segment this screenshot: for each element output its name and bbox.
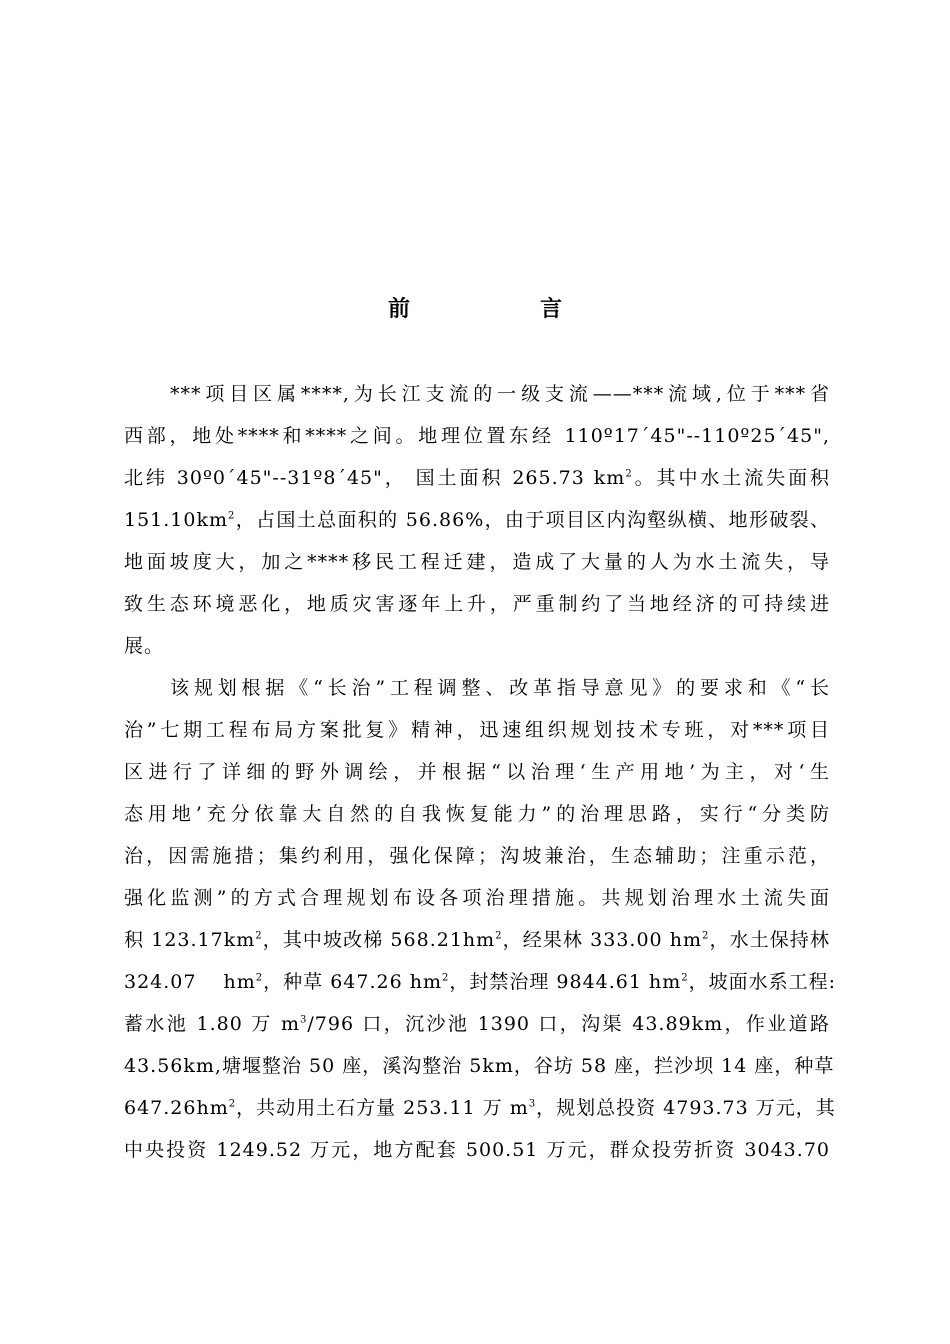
paragraph-2-line-6: 强化监测”的方式合理规划布设各项治理措施。共规划治理水土流失面 bbox=[124, 887, 830, 909]
paragraph-1-line-2: 西部，地处****和****之间。地理位置东经 110º17´45"--110º25´45", bbox=[124, 425, 830, 447]
paragraph-2-line-5: 治，因需施措；集约利用，强化保障；沟坡兼治，生态辅助；注重示范， bbox=[124, 845, 830, 867]
paragraph-2-line-8: 324.07 $hm^2$，种草 647.26 $hm^2$，封禁治理 9844.61 $hm^2$，坡面水系工程: bbox=[124, 971, 837, 993]
page-title: 前 言 bbox=[387, 296, 616, 322]
paragraph-2-line-4: 态用地’充分依靠大自然的自我恢复能力”的治理思路，实行“分类防 bbox=[124, 803, 830, 825]
paragraph-1-line-3: 北纬 30º0´45"--31º8´45"， 国土面积 265.73 $km^2$。其中水土流失面积 bbox=[124, 467, 830, 489]
paragraph-2-line-11: $647.26hm^2$，共动用土石方量 253.11 万 $m^3$，规划总投资 4793.73 万元，其 bbox=[124, 1097, 836, 1119]
paragraph-1-line-1: ***项目区属****,为长江支流的一级支流——***流域,位于***省 bbox=[170, 383, 830, 405]
paragraph-1-line-6: 致生态环境恶化，地质灾害逐年上升，严重制约了当地经济的可持续进 bbox=[124, 593, 830, 615]
paragraph-2-line-10: 43.56km,塘堰整治 50 座，溪沟整治 5km，谷坊 58 座，拦沙坝 14 座，种草 bbox=[124, 1055, 835, 1077]
paragraph-1-line-7: 展。 bbox=[124, 635, 165, 657]
paragraph-2-line-9: 蓄水池 1.80 万 $m^3/796$ 口，沉沙池 1390 口，沟渠 43.89km，作业道路 bbox=[124, 1013, 830, 1035]
paragraph-2-line-3: 区进行了详细的野外调绘，并根据“以治理‘生产用地’为主，对‘生 bbox=[124, 761, 830, 783]
paragraph-2-line-2: 治”七期工程布局方案批复》精神，迅速组织规划技术专班，对***项目 bbox=[124, 719, 830, 741]
paragraph-2-line-7: 积 $123.17km^2$，其中坡改梯 $568.21hm^2$，经果林 333.00 $hm^2$，水土保持林 bbox=[124, 929, 830, 951]
paragraph-2-line-1: 该规划根据《“长治”工程调整、改革指导意见》的要求和《“长 bbox=[170, 677, 830, 699]
paragraph-1-line-4: $151.10km^2$，占国土总面积的 56.86%，由于项目区内沟壑纵横、地形破裂、 bbox=[124, 509, 830, 531]
paragraph-1-line-5: 地面坡度大，加之****移民工程迁建，造成了大量的人为水土流失，导 bbox=[124, 551, 830, 573]
paragraph-2-line-12: 中央投资 1249.52 万元，地方配套 500.51 万元，群众投劳折资 3043.70 bbox=[124, 1139, 830, 1161]
